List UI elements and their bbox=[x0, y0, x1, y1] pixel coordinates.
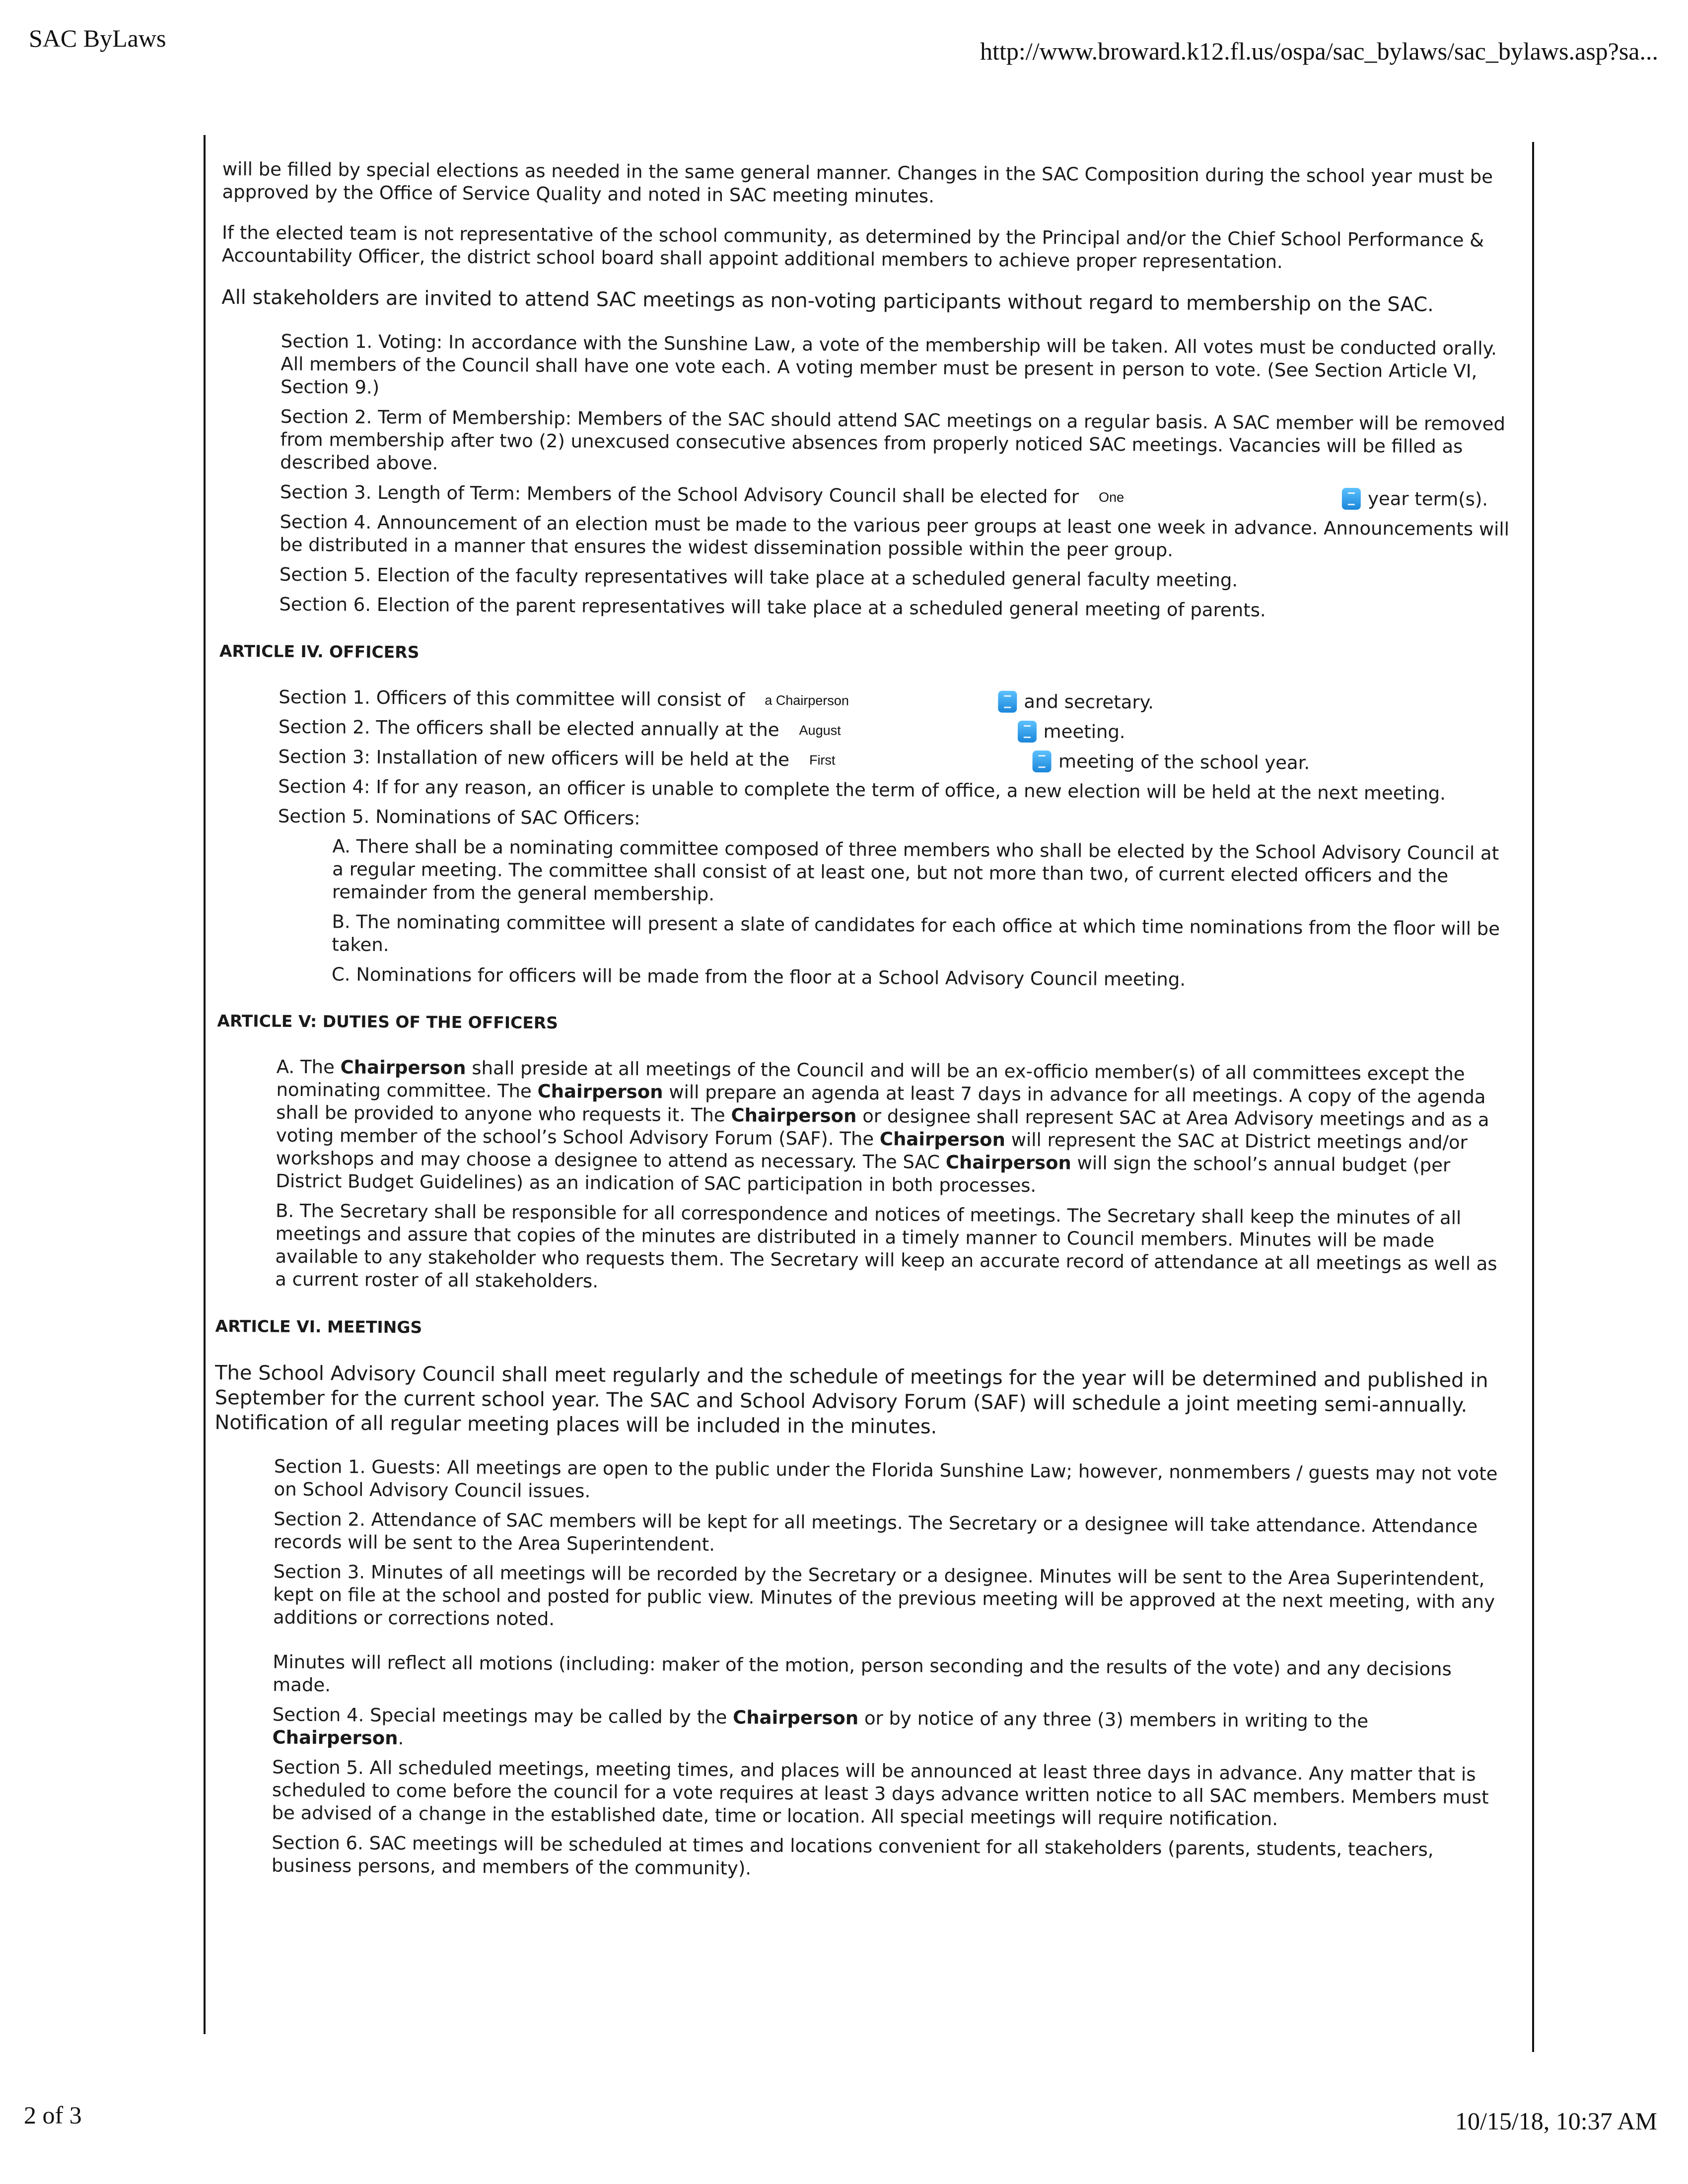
duties-chairperson: A. The Chairperson shall preside at all meetings of the Council and will be an ex-officio member(s) of all committees except the nominating committee. The Chairperson will prepare an agenda at least 7 days in advance for all meetings. A copy of the agenda shall be provided to anyone who requests it. The Chairperson or designee shall represent SAC at Area Advisory meetings and as a voting member of the school’s School Advisory Forum (SAF). The Chairperson will represent the SAC at District meetings and/or workshops and may choose a designee to attend as necessary. The SAC Chairperson will sign the school’s annual budget (per District Budget Guidelines) as an indication of SAC participation in both processes. bbox=[276, 1056, 1489, 1197]
intro-paragraph-1: will be filled by special elections as needed in the same general manner. Changes in the SAC Composition during the school year must be approved by the Office of Service Quality and noted in SAC meeting minutes. bbox=[222, 158, 1493, 207]
membership-section-1: Section 1. Voting: In accordance with the Sunshine Law, a vote of the membership will be taken. All votes must be conducted orally. All members of the Council shall have one vote each. A voting member must be present in person to vote. (See Section Article VI, Section 9.) bbox=[281, 330, 1497, 398]
intro-paragraph-2: If the elected team is not representative of the school community, as determined by the Principal and/or the Chief School Performance & Accountability Officer, the district school board shall appoint additional members to achieve proper representation. bbox=[221, 221, 1484, 273]
term-suffix: year term(s). bbox=[1367, 488, 1488, 510]
term-length-select[interactable]: One bbox=[1098, 489, 1125, 505]
election-month-stepper-icon[interactable] bbox=[1017, 721, 1036, 743]
bylaws-content bbox=[212, 158, 1513, 1892]
nominations-item-c: C. Nominations for officers will be made from the floor at a School Advisory Council meeting. bbox=[331, 963, 1186, 990]
meetings-section-2: Section 2. Attendance of SAC members will be kept for all meetings. The Secretary or a designee will take attendance. Attendance records will be sent to the Area Superintendent. bbox=[273, 1508, 1478, 1556]
election-suffix: meeting. bbox=[1043, 721, 1125, 743]
meetings-minutes-note: Minutes will reflect all motions (including: maker of the motion, person seconding and the results of the vote) and any decisions made. bbox=[273, 1651, 1452, 1696]
officers-suffix: and secretary. bbox=[1024, 690, 1154, 713]
officers-section-4: Section 4: If for any reason, an officer is unable to complete the term of office, a new election will be held at the next meeting. bbox=[278, 775, 1446, 805]
election-label: Section 2. The officers shall be elected annually at the bbox=[278, 716, 779, 741]
term-length-stepper-icon[interactable] bbox=[1342, 488, 1361, 510]
membership-section-6: Section 6. Election of the parent representatives will take place at a scheduled general meeting of parents. bbox=[279, 593, 1266, 621]
installation-label: Section 3: Installation of new officers will be held at the bbox=[278, 746, 790, 770]
left-border-line bbox=[204, 135, 206, 2034]
installation-meeting-stepper-icon[interactable] bbox=[1033, 751, 1052, 772]
duties-secretary: B. The Secretary shall be responsible for all correspondence and notices of meetings. The Secretary shall keep the minutes of all meetings and assure that copies of the minutes are distributed in a timely manner to Council members. Minutes will be made available to any stakeholder who requests them. The Secretary will keep an accurate record of attendance at all meetings as well as a current roster of all stakeholders. bbox=[275, 1200, 1497, 1292]
officers-section-5: Section 5. Nominations of SAC Officers: bbox=[278, 805, 640, 829]
election-month-select[interactable]: August bbox=[799, 723, 841, 738]
officers-select[interactable]: a Chairperson bbox=[765, 692, 849, 708]
browser-print-url: http://www.broward.k12.fl.us/ospa/sac_bylaws/sac_bylaws.asp?sa... bbox=[980, 37, 1658, 65]
meetings-section-4: Section 4. Special meetings may be called by the Chairperson or by notice of any three (3) members in writing to the Chairperson. bbox=[272, 1704, 1369, 1749]
nominations-item-a: A. There shall be a nominating committee composed of three members who shall be elected by the School Advisory Council at a regular meeting. The committee shall consist of at least one, but not more than two, of current elected officers and the remainder from the general membership. bbox=[332, 835, 1499, 905]
page-number: 2 of 3 bbox=[24, 2101, 82, 2129]
browser-print-title: SAC ByLaws bbox=[29, 24, 166, 52]
officers-section-1 bbox=[219, 685, 1510, 716]
article-5-heading: ARTICLE V: DUTIES OF THE OFFICERS bbox=[217, 1011, 559, 1033]
print-timestamp: 10/15/18, 10:37 AM bbox=[1455, 2107, 1657, 2135]
membership-section-3 bbox=[220, 480, 1511, 511]
right-border-line bbox=[1532, 142, 1534, 2052]
article-6-heading: ARTICLE VI. MEETINGS bbox=[215, 1316, 422, 1337]
article-4-heading: ARTICLE IV. OFFICERS bbox=[219, 641, 420, 662]
meetings-section-6: Section 6. SAC meetings will be scheduled at times and locations convenient for all stakeholders (parents, students, teachers, business persons, and members of the community). bbox=[271, 1832, 1434, 1879]
term-label: Section 3. Length of Term: Members of the School Advisory Council shall be elected for bbox=[280, 481, 1079, 508]
membership-section-5: Section 5. Election of the faculty representatives will take place at a scheduled general faculty meeting. bbox=[279, 563, 1238, 591]
officers-label: Section 1. Officers of this committee will consist of bbox=[279, 686, 745, 711]
nominations-item-b: B. The nominating committee will present a slate of candidates for each office at which time nominations from the floor will be taken. bbox=[332, 911, 1500, 956]
officers-section-3 bbox=[218, 745, 1509, 776]
membership-section-2: Section 2. Term of Membership: Members of the SAC should attend SAC meetings on a regular basis. A SAC member will be removed from membership after two (2) unexcused consecutive absences from properly noticed SAC meetings. Vacancies will be filled as described above. bbox=[280, 406, 1506, 474]
intro-paragraph-3: All stakeholders are invited to attend SAC meetings as non-voting participants without regard to membership on the SAC. bbox=[221, 285, 1434, 316]
meetings-section-1: Section 1. Guests: All meetings are open to the public under the Florida Sunshine Law; however, nonmembers / guests may not vote on School Advisory Council issues. bbox=[274, 1455, 1498, 1502]
meetings-intro: The School Advisory Council shall meet regularly and the schedule of meetings for the year will be determined and published in September for the current school year. The SAC and School Advisory Forum (SAF) will schedule a joint meeting semi-annually. Notification of all regular meeting places will be included in the minutes. bbox=[214, 1361, 1488, 1438]
installation-meeting-select[interactable]: First bbox=[809, 752, 836, 768]
membership-section-4: Section 4. Announcement of an election must be made to the various peer groups at least one week in advance. Announcements will be distributed in a manner that ensures the widest dissemination possible within the peer group. bbox=[280, 511, 1510, 561]
officers-stepper-icon[interactable] bbox=[998, 691, 1017, 713]
meetings-section-5: Section 5. All scheduled meetings, meeting times, and places will be announced at least three days in advance. Any matter that is scheduled to come before the council for a vote requires at least 3 days advance written notice to all SAC members. Members must be advised of a change in the established date, time or location. All special meetings will require notification. bbox=[272, 1756, 1489, 1830]
installation-suffix: meeting of the school year. bbox=[1058, 751, 1310, 774]
officers-section-2 bbox=[219, 715, 1510, 746]
meetings-section-3: Section 3. Minutes of all meetings will be recorded by the Secretary or a designee. Minutes will be sent to the Area Superintendent, kept on file at the school and posted for public view. Minutes of the previous meeting will be approved at the next meeting, with any additions or corrections noted. bbox=[273, 1561, 1495, 1630]
